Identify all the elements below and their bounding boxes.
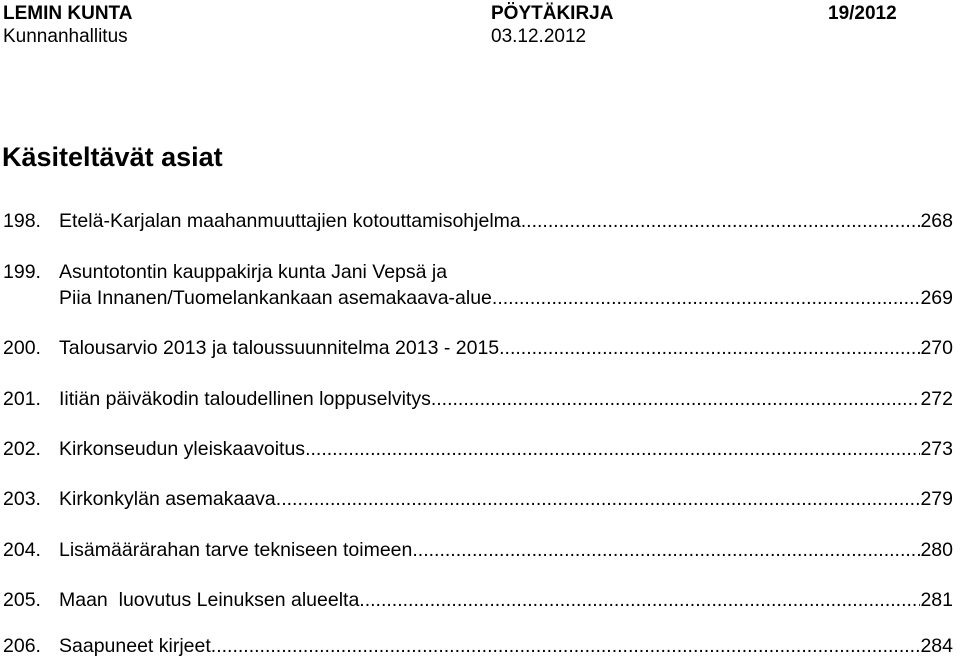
toc-item-title: Etelä-Karjalan maahanmuuttajien kotouttamisohjelma bbox=[59, 210, 521, 232]
toc-item-number: 200. bbox=[3, 337, 41, 359]
toc-item-title: Asuntotontin kauppakirja kunta Jani Vepsä ja bbox=[59, 261, 448, 283]
toc-item-title: Kirkonseudun yleiskaavoitus bbox=[59, 438, 306, 460]
toc-item-title: Talousarvio 2013 ja taloussuunnitelma 2013 - 2015 bbox=[59, 337, 500, 359]
header-doc-type: PÖYTÄKIRJA bbox=[491, 3, 614, 24]
toc-leader bbox=[412, 537, 920, 563]
toc-item-number: 205. bbox=[3, 589, 41, 611]
toc-leader bbox=[359, 587, 920, 613]
toc-item-204 bbox=[3, 537, 953, 563]
toc-item-201 bbox=[3, 386, 953, 412]
toc-item-title-continued: Piia Innanen/Tuomelankankaan asemakaava-alue bbox=[59, 287, 492, 309]
toc-item-title: Kirkonkylän asemakaava bbox=[59, 488, 276, 510]
toc-item-page: 281 bbox=[920, 589, 953, 611]
toc-item-page: 272 bbox=[920, 388, 953, 410]
toc-item-199-line-2 bbox=[3, 285, 953, 311]
toc-item-page: 269 bbox=[920, 287, 953, 309]
toc-leader bbox=[276, 486, 921, 512]
header-org: LEMIN KUNTA bbox=[3, 3, 133, 24]
toc-leader bbox=[521, 208, 921, 234]
toc-item-203 bbox=[3, 486, 953, 512]
toc-item-number: 202. bbox=[3, 438, 41, 460]
toc-item-page: 284 bbox=[920, 635, 953, 657]
toc-item-number: 204. bbox=[3, 539, 41, 561]
header-date: 03.12.2012 bbox=[491, 26, 587, 47]
page-title: Käsiteltävät asiat bbox=[2, 142, 223, 172]
toc-item-number: 198. bbox=[3, 210, 41, 232]
toc-item-page: 268 bbox=[920, 210, 953, 232]
toc-item-number: 199. bbox=[3, 261, 41, 283]
toc-leader bbox=[211, 633, 921, 659]
toc-item-page: 273 bbox=[920, 438, 953, 460]
toc-item-page: 279 bbox=[920, 488, 953, 510]
toc-item-number: 206. bbox=[3, 635, 41, 657]
toc-item-205 bbox=[3, 587, 953, 613]
toc-item-title: Iitiän päiväkodin taloudellinen loppuselvitys bbox=[59, 388, 431, 410]
toc-item-200 bbox=[3, 335, 953, 361]
toc-leader bbox=[431, 386, 921, 412]
toc-item-title: Lisämäärärahan tarve tekniseen toimeen bbox=[59, 539, 413, 561]
toc-item-202 bbox=[3, 436, 953, 462]
toc-item-198 bbox=[3, 208, 953, 234]
toc-item-title: Maan luovutus Leinuksen alueelta bbox=[59, 589, 360, 611]
toc-item-number: 201. bbox=[3, 388, 41, 410]
toc-leader bbox=[499, 335, 920, 361]
header-doc-number: 19/2012 bbox=[828, 3, 897, 24]
toc-item-title: Saapuneet kirjeet bbox=[59, 635, 211, 657]
toc-item-page: 280 bbox=[920, 539, 953, 561]
toc-leader bbox=[305, 436, 920, 462]
toc-leader bbox=[492, 285, 921, 311]
toc-item-page: 270 bbox=[920, 337, 953, 359]
toc-item-number: 203. bbox=[3, 488, 41, 510]
toc-item-199-line-1 bbox=[3, 259, 953, 285]
header-body: Kunnanhallitus bbox=[3, 26, 128, 47]
toc-item-206 bbox=[3, 633, 953, 659]
